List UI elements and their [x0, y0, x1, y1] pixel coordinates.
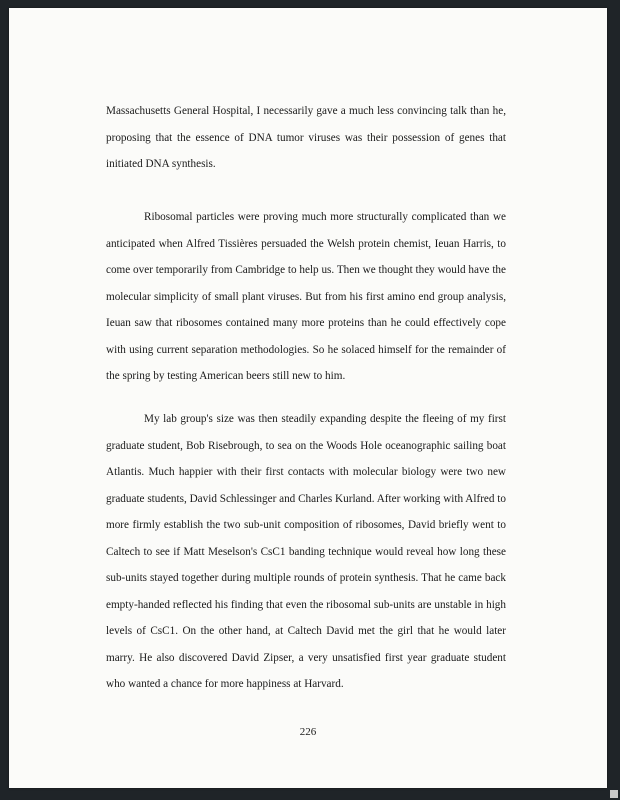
page-number: 226 [299, 726, 317, 738]
paragraph-2: Ribosomal particles were proving much more structurally complicated than we anticipated when Alfred Tissières persuaded the Welsh protein chemist, Ieuan Harris, to come over temporarily from Cambridge to help us. Then we thought they would have the molecular simplicity of small plant viruses. But from his first amino end group analysis, Ieuan saw that ribosomes contained many more proteins than he could effectively cope with using current separation methodologies. So he solaced himself for the remainder of the spring by testing American beers still new to him. [106, 211, 506, 382]
scan-corner-mark [610, 790, 618, 798]
paragraph-3: My lab group's size was then steadily expanding despite the fleeing of my first graduate student, Bob Risebrough, to sea on the Woods Hole oceanographic sailing boat Atlantis. Much happier with their first contacts with molecular biology were two new graduate students, David Schlessinger and Charles Kurland. After working with Alfred to more firmly establish the two sub-unit composition of ribosomes, David briefly went to Caltech to see if Matt Meselson's CsC1 banding technique would reveal how long these sub-units stayed together during multiple rounds of protein synthesis. That he came back empty-handed reflected his finding that even the ribosomal sub-units are unstable in high levels of CsC1. On the other hand, at Caltech David met the girl that he would later marry. He also discovered David Zipser, a very unsatisfied first year graduate student who wanted a chance for more happiness at Harvard. [106, 413, 506, 690]
document-page [9, 8, 607, 788]
paragraph-1: Massachusetts General Hospital, I necessarily gave a much less convincing talk than he, proposing that the essence of DNA tumor viruses was their possession of genes that initiated DNA synthesis. [106, 105, 506, 170]
